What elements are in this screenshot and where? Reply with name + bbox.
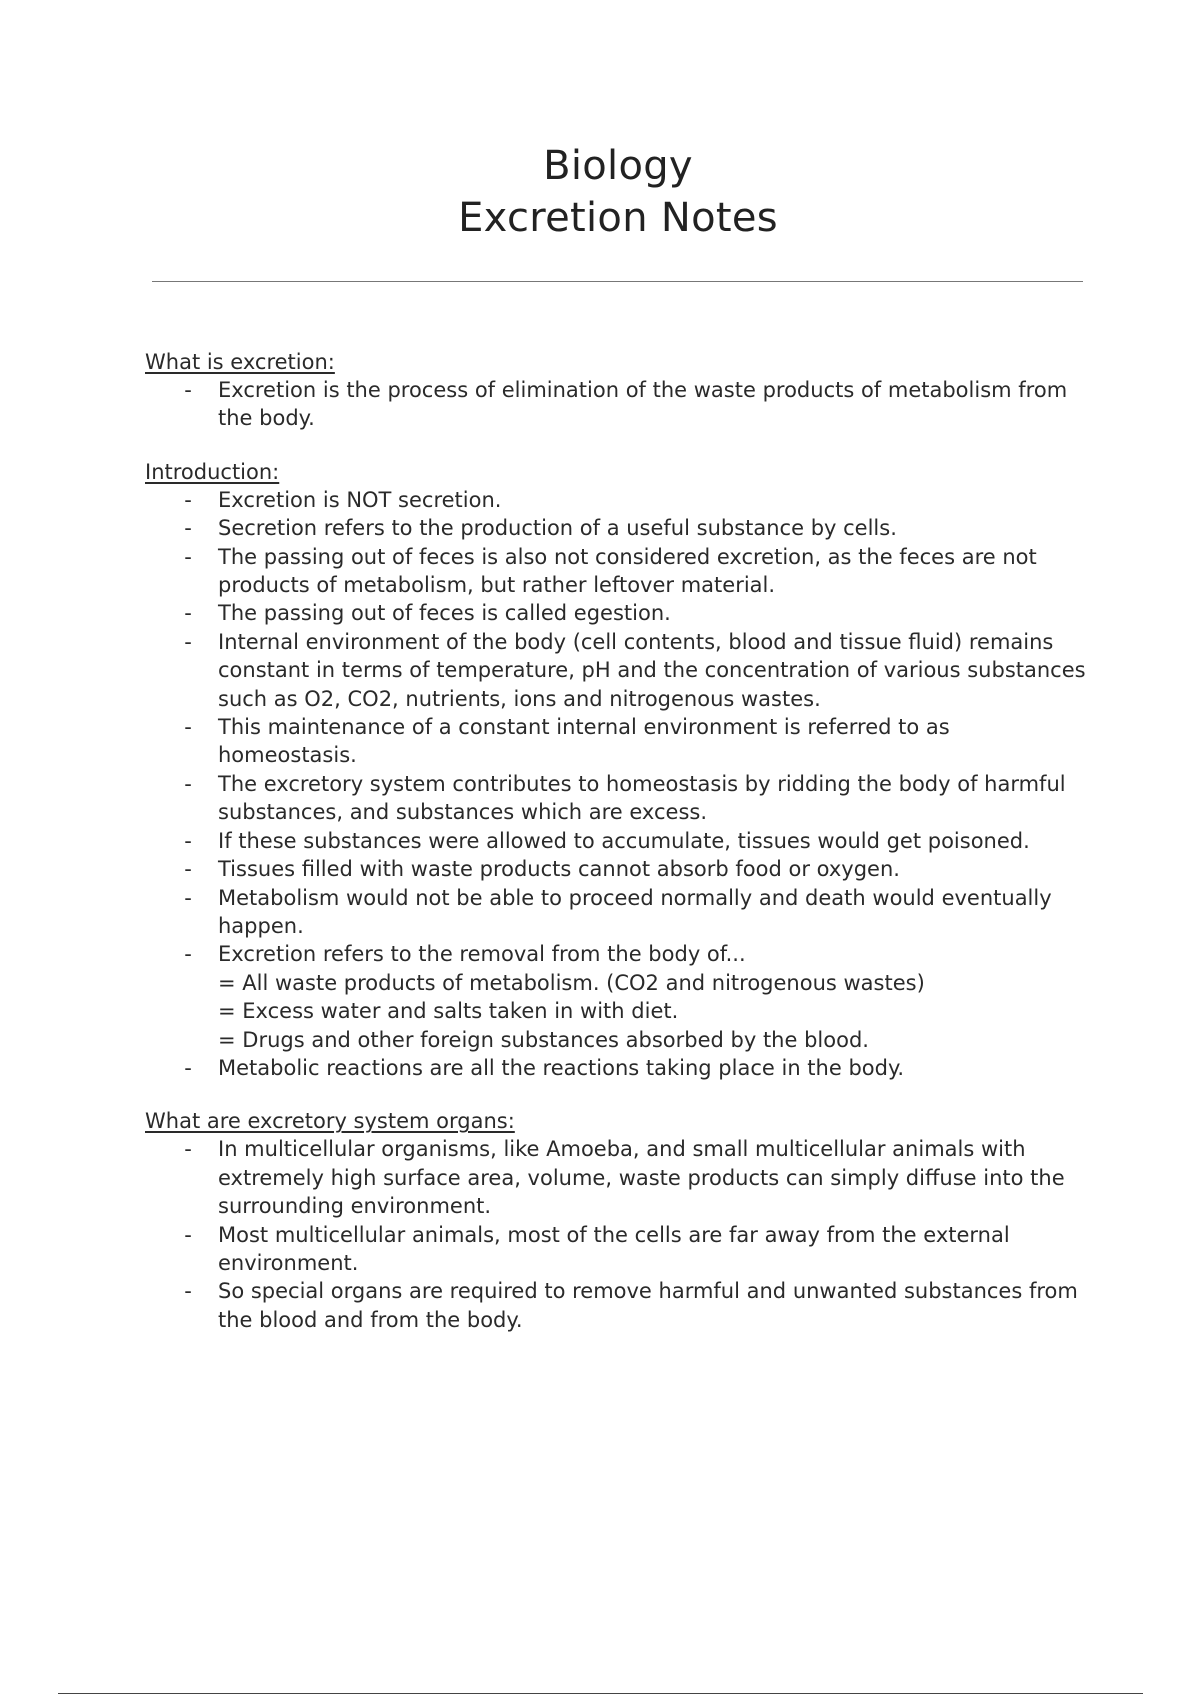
list-item: - Excretion is the process of elimination of the waste products of metabolism from the body. — [145, 376, 1095, 433]
bullet-dash: - — [184, 828, 192, 853]
title-line-subject: Biology — [543, 143, 693, 189]
bullet-dash: - — [184, 601, 192, 626]
bullet-dash: - — [184, 516, 192, 541]
list-item: - In multicellular organisms, like Amoeba, and small multicellular animals with extremely high surface area, volume, waste products can simply diffuse into the surrounding environment. — [145, 1135, 1095, 1220]
list-item: - Most multicellular animals, most of the cells are far away from the external environment. — [145, 1221, 1095, 1278]
footer-divider — [58, 1693, 1143, 1694]
page-title — [0, 140, 1200, 244]
list-item: - The excretory system contributes to homeostasis by ridding the body of harmful substances, and substances which are excess. — [145, 770, 1095, 827]
bullet-list — [145, 376, 1095, 433]
list-item: - Excretion is NOT secretion. — [145, 486, 1095, 514]
list-item: - Internal environment of the body (cell contents, blood and tissue fluid) remains constant in terms of temperature, pH and the concentration of various substances such as O2, CO2, nutrients, ions and nitrogenous wastes. — [145, 628, 1095, 713]
bullet-dash: - — [184, 629, 192, 654]
title-divider — [152, 281, 1083, 282]
section-introduction — [145, 458, 1095, 1083]
section-heading: What are excretory system organs: — [145, 1109, 515, 1134]
bullet-dash: - — [184, 715, 192, 740]
notes-content — [145, 348, 1095, 1359]
bullet-dash: - — [184, 885, 192, 910]
bullet-dash: - — [184, 857, 192, 882]
list-item — [145, 940, 1095, 1054]
list-item-lead: Excretion refers to the removal from the body of... — [218, 942, 746, 967]
bullet-dash: - — [184, 378, 192, 402]
section-excretory-organs — [145, 1107, 1095, 1334]
list-item: - This maintenance of a constant internal environment is referred to as homeostasis. — [145, 713, 1095, 770]
list-item: - So special organs are required to remove harmful and unwanted substances from the blood and from the body. — [145, 1277, 1095, 1334]
sub-item: = All waste products of metabolism. (CO2 and nitrogenous wastes) — [218, 970, 925, 995]
bullet-dash: - — [184, 1055, 192, 1080]
title-line-topic: Excretion Notes — [458, 195, 778, 241]
bullet-dash: - — [184, 1279, 192, 1304]
section-heading: Introduction: — [145, 459, 280, 484]
bullet-list — [145, 486, 1095, 1083]
list-item: - If these substances were allowed to accumulate, tissues would get poisoned. — [145, 827, 1095, 855]
bullet-dash: - — [184, 1222, 192, 1247]
list-item: - Secretion refers to the production of a useful substance by cells. — [145, 514, 1095, 542]
bullet-dash: - — [184, 544, 192, 569]
bullet-list — [145, 1135, 1095, 1334]
list-item: - The passing out of feces is also not considered excretion, as the feces are not products of metabolism, but rather leftover material. — [145, 543, 1095, 600]
section-what-is-excretion — [145, 348, 1095, 433]
section-heading: What is excretion: — [145, 350, 335, 374]
list-item: - Metabolism would not be able to proceed normally and death would eventually happen. — [145, 884, 1095, 941]
sub-item: = Drugs and other foreign substances absorbed by the blood. — [218, 1027, 869, 1052]
bullet-dash: - — [184, 771, 192, 796]
bullet-dash: - — [184, 942, 192, 967]
list-item: - Metabolic reactions are all the reactions taking place in the body. — [145, 1054, 1095, 1082]
bullet-dash: - — [184, 1137, 192, 1162]
bullet-dash: - — [184, 487, 192, 512]
list-item: - The passing out of feces is called egestion. — [145, 599, 1095, 627]
sub-item: = Excess water and salts taken in with diet. — [218, 999, 679, 1024]
list-item: - Tissues filled with waste products cannot absorb food or oxygen. — [145, 855, 1095, 883]
